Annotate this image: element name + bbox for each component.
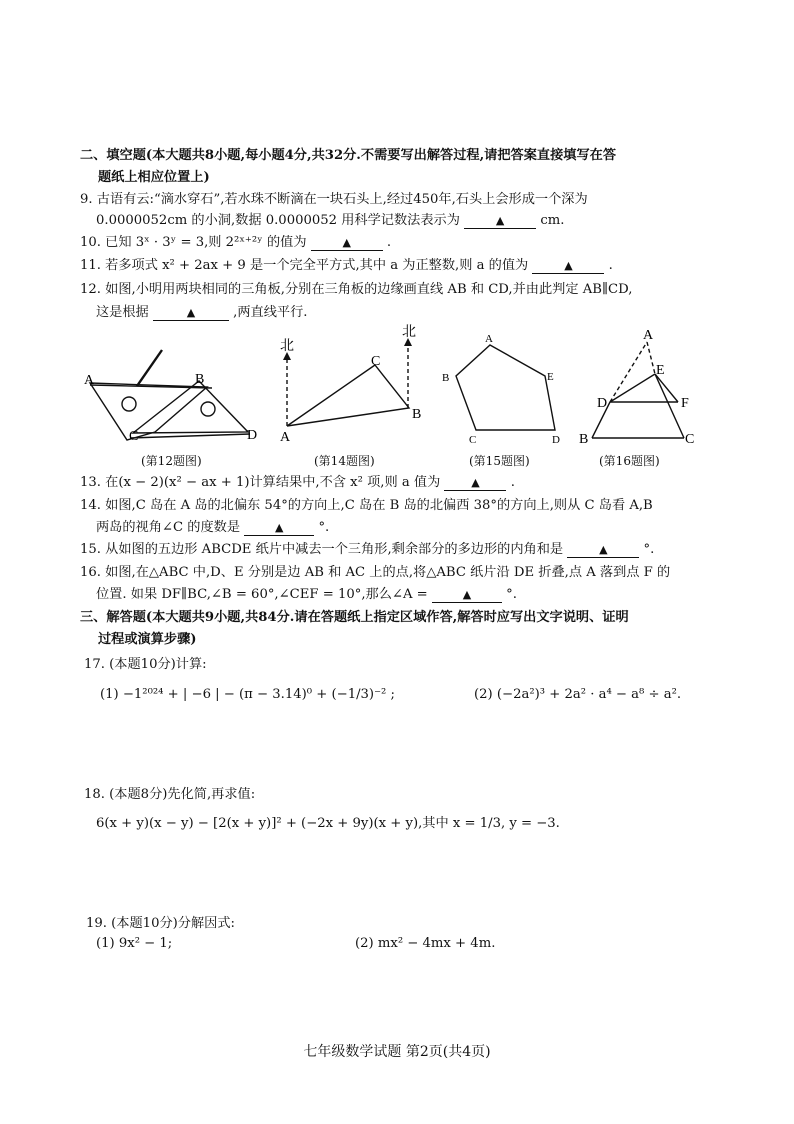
fig14-label-c: C xyxy=(371,354,381,369)
q13-text-post: . xyxy=(510,475,515,490)
figure-15-pentagon xyxy=(456,345,555,430)
fig16-fold-de xyxy=(610,374,655,402)
q11-text-post: . xyxy=(608,258,613,273)
q9-answer-blank[interactable] xyxy=(464,214,536,229)
fig14-triangle xyxy=(287,365,409,426)
figure-12 xyxy=(90,350,250,440)
blank-marker: ▲ xyxy=(495,214,505,227)
fig12-hole-left xyxy=(122,397,136,411)
fig15-caption: (第15题图) xyxy=(469,454,530,468)
fig16-label-a: A xyxy=(643,328,654,343)
section3-heading-line2: 过程或演算步骤) xyxy=(98,632,197,647)
fig12-label-c: C xyxy=(129,429,139,444)
q14-line1: 14. 如图,C 岛在 A 岛的北偏东 54°的方向上,C 岛在 B 岛的北偏西 38°的方向上,则从 C 岛看 A,B xyxy=(80,498,653,513)
fig12-caption: (第12题图) xyxy=(141,454,202,468)
q10-line xyxy=(80,234,391,252)
blank-marker: ▲ xyxy=(186,306,196,319)
q16-line1: 16. 如图,在△ABC 中,D、E 分别是边 AB 和 AC 上的点,将△ABC 纸片沿 DE 折叠,点 A 落到点 F 的 xyxy=(80,565,671,580)
section2-heading-line1: 二、填空题(本大题共8小题,每小题4分,共32分.不需要写出解答过程,请把答案直接填写在答 xyxy=(80,148,617,163)
q13-line xyxy=(80,474,515,492)
q18-title: 18. (本题8分)先化简,再求值: xyxy=(84,787,256,802)
fig16-dashed-ae xyxy=(647,342,655,374)
q14-answer-blank[interactable] xyxy=(244,521,314,536)
q12-line2 xyxy=(96,304,307,322)
q15-line xyxy=(80,541,654,559)
q9-text-post: cm. xyxy=(540,213,565,228)
q12-answer-blank[interactable] xyxy=(153,306,229,321)
q9-text-pre: 0.0000052cm 的小洞,数据 0.0000052 用科学记数法表示为 xyxy=(96,213,460,228)
q11-line xyxy=(80,257,613,275)
q18-expression: 6(x + y)(x − y) − [2(x + y)]² + (−2x + 9y)(x + y),其中 x = 1/3, y = −3. xyxy=(96,816,560,831)
blank-marker: ▲ xyxy=(599,543,608,556)
fig16-side-ec xyxy=(655,374,684,438)
figures-row xyxy=(0,322,794,462)
fig14-caption: (第14题图) xyxy=(314,454,375,468)
figure-16 xyxy=(592,342,684,438)
fig14-label-b: B xyxy=(412,407,422,422)
fig12-label-b: B xyxy=(195,372,205,387)
q12-text-post: ,两直线平行. xyxy=(233,305,308,320)
q15-text-pre: 15. 从如图的五边形 ABCDE 纸片中减去一个三角形,剩余部分的多边形的内角和是 xyxy=(80,542,564,557)
fig16-label-f: F xyxy=(681,396,689,411)
fig15-label-c: C xyxy=(469,434,477,446)
q14-text-pre: 两岛的视角∠C 的度数是 xyxy=(96,520,241,535)
figure-14 xyxy=(287,344,409,426)
fig15-label-d: D xyxy=(552,434,560,446)
fig15-label-b: B xyxy=(442,372,450,384)
fig16-dashed-ad xyxy=(610,342,647,402)
fig16-caption: (第16题图) xyxy=(599,454,660,468)
q9-line1: 9. 古语有云:“滴水穿石”,若水珠不断滴在一块石头上,经过450年,石头上会形成一个深为 xyxy=(80,192,588,207)
fig16-label-c: C xyxy=(685,432,695,447)
fig15-label-a: A xyxy=(485,333,493,345)
q15-text-post: °. xyxy=(643,542,655,557)
q12-line1: 12. 如图,小明用两块相同的三角板,分别在三角板的边缘画直线 AB 和 CD,并由此判定 AB∥CD, xyxy=(80,282,633,297)
q14-text-post: °. xyxy=(318,520,330,535)
q9-line2 xyxy=(96,212,564,230)
blank-marker: ▲ xyxy=(471,476,480,489)
section3-heading-line1: 三、解答题(本大题共9小题,共84分.请在答题纸上指定区域作答,解答时应写出文字说明、证明 xyxy=(80,610,629,625)
q17-part2: (2) (−2a²)³ + 2a² · a⁴ − a⁸ ÷ a². xyxy=(474,687,682,702)
fig12-hole-right xyxy=(201,402,215,416)
blank-marker: ▲ xyxy=(342,236,351,249)
q16-answer-blank[interactable] xyxy=(432,588,502,603)
q16-text-post: °. xyxy=(506,587,517,602)
q16-text-pre: 位置. 如果 DF∥BC,∠B = 60°,∠CEF = 10°,那么∠A = xyxy=(96,587,428,602)
fig14-label-a: A xyxy=(280,430,291,445)
q11-answer-blank[interactable] xyxy=(532,259,604,274)
q11-text-pre: 11. 若多项式 x² + 2ax + 9 是一个完全平方式,其中 a 为正整数,则 a 的值为 xyxy=(80,258,529,273)
blank-marker: ▲ xyxy=(462,588,472,601)
q12-text-pre: 这是根据 xyxy=(96,305,149,320)
q17-part1: (1) −1²⁰²⁴ + | −6 | − (π − 3.14)⁰ + (−1/3)⁻² ; xyxy=(100,687,395,702)
fig12-triangle-right xyxy=(133,381,248,433)
fig16-label-d: D xyxy=(597,396,608,411)
fig12-pencil xyxy=(137,350,162,386)
fig14-label-north-b: 北 xyxy=(402,325,416,340)
q19-part2: (2) mx² − 4mx + 4m. xyxy=(355,936,496,951)
page-footer: 七年级数学试题 第2页(共4页) xyxy=(303,1044,491,1060)
fig12-label-a: A xyxy=(84,373,95,388)
q10-text-post: . xyxy=(386,235,392,250)
q16-line2 xyxy=(96,586,517,604)
q19-part1: (1) 9x² − 1; xyxy=(96,936,173,951)
q15-answer-blank[interactable] xyxy=(567,543,639,558)
section2-heading-line2: 题纸上相应位置上) xyxy=(98,170,210,185)
fig16-label-e: E xyxy=(656,363,665,378)
q13-answer-blank[interactable] xyxy=(444,476,506,491)
q17-title: 17. (本题10分)计算: xyxy=(84,657,207,672)
blank-marker: ▲ xyxy=(564,259,573,272)
fig14-label-north-a: 北 xyxy=(280,339,294,354)
q10-answer-blank[interactable] xyxy=(311,236,383,251)
fig16-label-b: B xyxy=(579,432,589,447)
fig12-triangle-left xyxy=(90,383,207,440)
q14-line2 xyxy=(96,519,329,537)
fig12-label-d: D xyxy=(247,428,258,443)
blank-marker: ▲ xyxy=(275,521,284,534)
q19-title: 19. (本题10分)分解因式: xyxy=(86,916,235,931)
q10-text-pre: 10. 已知 3ˣ · 3ʸ = 3,则 2²ˣ⁺²ʸ 的值为 xyxy=(80,235,307,250)
q13-text-pre: 13. 在(x − 2)(x² − ax + 1)计算结果中,不含 x² 项,则 a 值为 xyxy=(80,475,441,490)
fig15-label-e: E xyxy=(547,371,554,383)
